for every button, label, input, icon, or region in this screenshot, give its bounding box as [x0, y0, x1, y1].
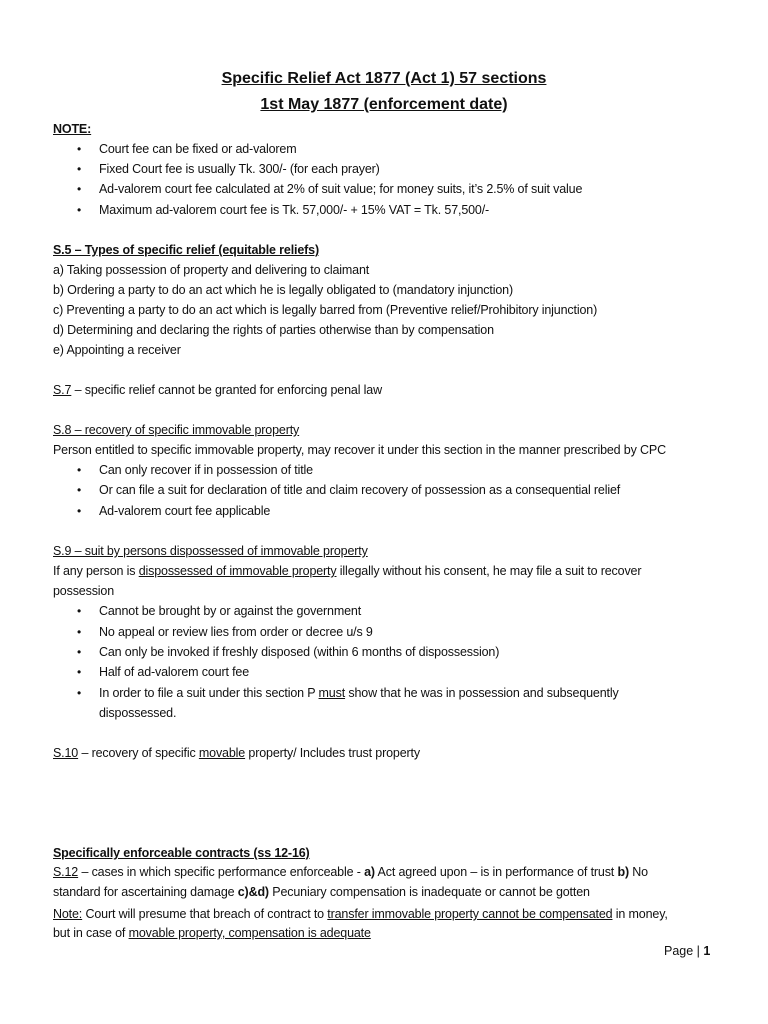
note-heading: NOTE:	[53, 122, 92, 136]
note-text: Court will presume that breach of contract to	[82, 907, 328, 921]
s10-ref: S.10	[53, 746, 79, 760]
s8-bullet-2: Or can file a suit for declaration of title and claim recovery of possession as a consequential relief	[99, 483, 621, 497]
s9-intro-text: illegally without his consent, he may file a suit to recover	[336, 564, 642, 578]
s8-heading: S.8 – recovery of specific immovable property	[53, 423, 300, 437]
bullet-icon: •	[77, 504, 82, 518]
s8-intro: Person entitled to specific immovable property, may recover it under this section in the manner prescribed by CPC	[53, 443, 666, 457]
s12-text: No	[628, 865, 648, 879]
s5-item-e: e) Appointing a receiver	[53, 343, 181, 357]
s9-intro-emphasis: dispossessed of immovable property	[138, 564, 337, 578]
note-bullet-3: Ad-valorem court fee calculated at 2% of suit value; for money suits, it’s 2.5% of suit value	[99, 182, 583, 196]
s7-text: – specific relief cannot be granted for enforcing penal law	[71, 383, 382, 397]
s9-bullet-3: Can only be invoked if freshly disposed (within 6 months of dispossession)	[99, 645, 500, 659]
s9-bullet-5	[99, 685, 619, 701]
s12-line-1	[53, 864, 648, 880]
s5-item-c: c) Preventing a party to do an act which is legally barred from (Preventive relief/Prohibitory injunction)	[53, 303, 598, 317]
s12-text: Pecuniary compensation is inadequate or cannot be gotten	[268, 885, 590, 899]
s12-marker: c)&d)	[237, 885, 269, 899]
s9-intro-text: If any person is	[53, 564, 139, 578]
bullet-icon: •	[77, 463, 82, 477]
bullet-icon: •	[77, 604, 82, 618]
note-emphasis: transfer immovable property cannot be compensated	[327, 907, 613, 921]
s9-bullet-1: Cannot be brought by or against the government	[99, 604, 362, 618]
s12-line-2	[53, 884, 590, 900]
s12-ref: S.12	[53, 865, 79, 879]
note-text: but in case of	[53, 926, 129, 940]
s5-heading: S.5 – Types of specific relief (equitable reliefs)	[53, 243, 319, 257]
s10-text: – recovery of specific	[78, 746, 199, 760]
s7-ref: S.7	[53, 383, 72, 397]
note-text: in money,	[612, 907, 668, 921]
s12-marker: b)	[617, 865, 629, 879]
page-number: 1	[703, 944, 711, 958]
bullet-icon: •	[77, 625, 82, 639]
document-title: Specific Relief Act 1877 (Act 1) 57 sections	[221, 70, 547, 87]
s9-heading: S.9 – suit by persons dispossessed of immovable property	[53, 544, 368, 558]
s9-bullet-5-continued: dispossessed.	[99, 706, 177, 720]
s9-bullet-5-text: show that he was in possession and subsequently	[345, 686, 619, 700]
s10-paragraph	[53, 745, 420, 761]
s8-bullet-1: Can only recover if in possession of title	[99, 463, 313, 477]
s10-emphasis: movable	[198, 746, 246, 760]
s9-bullet-5-text: In order to file a suit under this section P	[99, 686, 319, 700]
s12-marker: a)	[364, 865, 375, 879]
s8-bullet-3: Ad-valorem court fee applicable	[99, 504, 271, 518]
s10-text: property/ Includes trust property	[245, 746, 420, 760]
page-label: Page |	[664, 944, 704, 958]
page-footer	[664, 943, 710, 959]
note-bullet-4: Maximum ad-valorem court fee is Tk. 57,000/- + 15% VAT = Tk. 57,500/-	[99, 203, 490, 217]
bullet-icon: •	[77, 686, 82, 700]
bullet-icon: •	[77, 665, 82, 679]
s9-intro-continued: possession	[53, 584, 115, 598]
s9-bullet-2: No appeal or review lies from order or decree u/s 9	[99, 625, 373, 639]
s5-item-a: a) Taking possession of property and delivering to claimant	[53, 263, 370, 277]
s9-bullet-5-emphasis: must	[318, 686, 346, 700]
s5-item-d: d) Determining and declaring the rights of parties otherwise than by compensation	[53, 323, 494, 337]
s12-text: – cases in which specific performance enforceable -	[78, 865, 365, 879]
s12-text: Act agreed upon – is in performance of trust	[374, 865, 618, 879]
s12-text: standard for ascertaining damage	[53, 885, 238, 899]
s9-intro	[53, 563, 641, 579]
s9-bullet-4: Half of ad-valorem court fee	[99, 665, 250, 679]
s5-item-b: b) Ordering a party to do an act which he is legally obligated to (mandatory injunction)	[53, 283, 513, 297]
bullet-icon: •	[77, 203, 82, 217]
contracts-note-line-2	[53, 925, 371, 941]
note-bullet-1: Court fee can be fixed or ad-valorem	[99, 142, 297, 156]
contracts-note-line-1	[53, 906, 668, 922]
note-emphasis: movable property, compensation is adequate	[128, 926, 371, 940]
bullet-icon: •	[77, 162, 82, 176]
bullet-icon: •	[77, 645, 82, 659]
s7-paragraph	[53, 382, 382, 398]
document-subtitle: 1st May 1877 (enforcement date)	[260, 96, 508, 113]
contracts-heading: Specifically enforceable contracts (ss 12-16)	[53, 846, 310, 860]
bullet-icon: •	[77, 483, 82, 497]
note-bullet-2: Fixed Court fee is usually Tk. 300/- (for each prayer)	[99, 162, 380, 176]
bullet-icon: •	[77, 142, 82, 156]
bullet-icon: •	[77, 182, 82, 196]
note-label: Note:	[53, 907, 83, 921]
